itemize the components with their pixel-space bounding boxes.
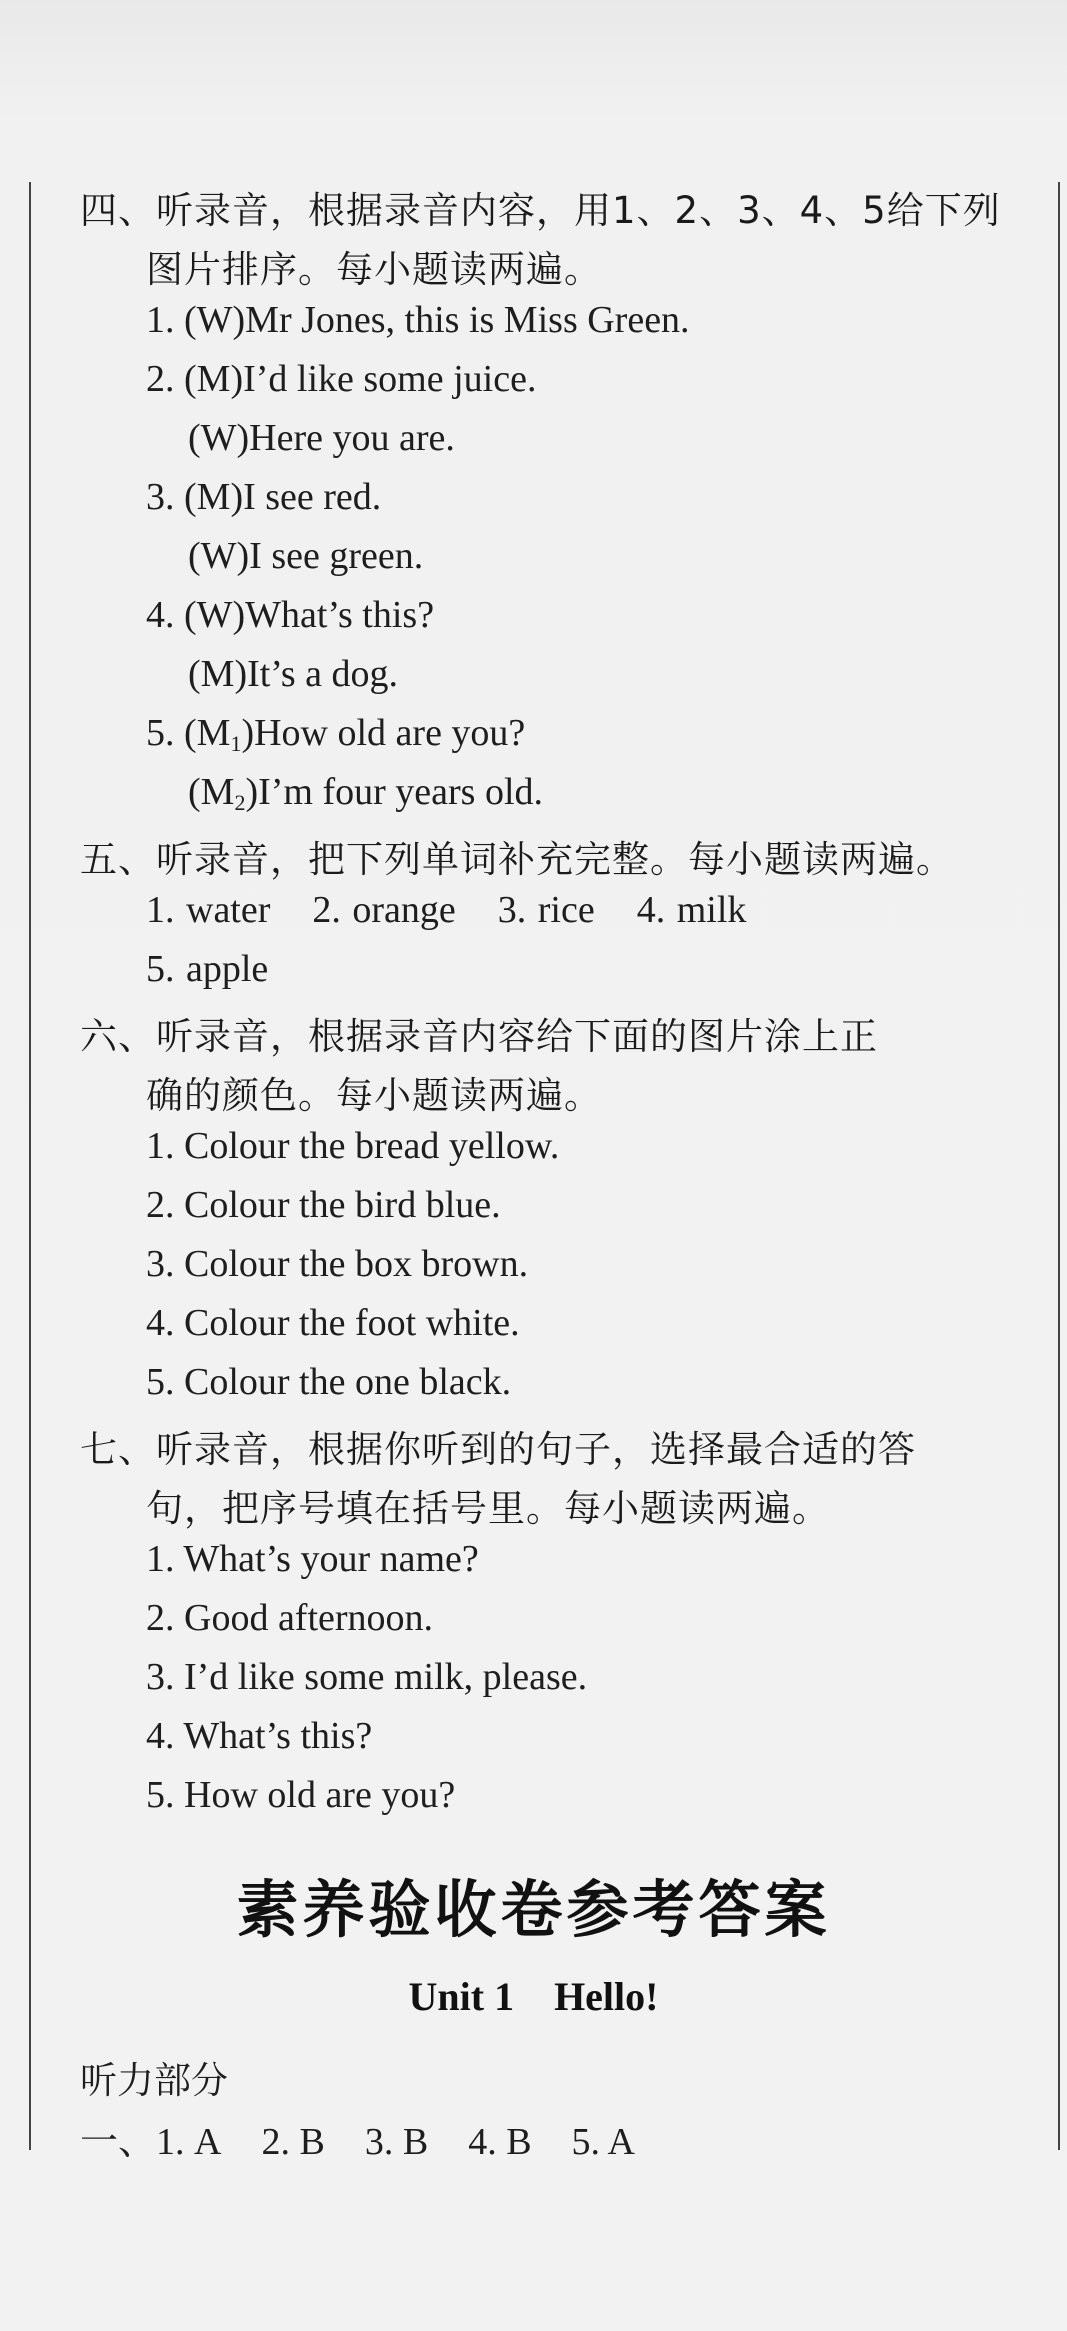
section-6-line-3: 3. Colour the box brown.	[146, 1243, 529, 1285]
section-7-line-1: 1. What’s your name?	[146, 1538, 479, 1580]
section-6-line-1: 1. Colour the bread yellow.	[146, 1125, 560, 1167]
section-4-line-1: 1. (W)Mr Jones, this is Miss Green.	[146, 299, 690, 341]
section-7-line-2: 2. Good afternoon.	[146, 1597, 434, 1639]
section-6-heading-cont: 确的颜色。每小题读两遍。	[146, 1074, 602, 1117]
speaker-m1-text: )How old are you?	[241, 712, 526, 754]
answer-5: 5. A	[571, 2121, 635, 2163]
section-5-heading: 五、听录音，把下列单词补充完整。每小题读两遍。	[80, 838, 954, 881]
left-margin-rule	[29, 182, 31, 2150]
section-7-line-5: 5. How old are you?	[146, 1774, 456, 1816]
answers-prefix: 一、	[80, 2121, 157, 2163]
speaker-m2-subscript: 2	[234, 790, 246, 815]
unit-title: Unit 1 Hello!	[408, 1974, 659, 2019]
word-1: 1. water	[146, 889, 271, 931]
section-4-heading-cont: 图片排序。每小题读两遍。	[146, 248, 602, 291]
listening-section-label: 听力部分	[80, 2059, 228, 2102]
answer-2: 2. B	[261, 2121, 325, 2163]
section-7-line-4: 4. What’s this?	[146, 1715, 373, 1757]
answer-1: 1. A	[156, 2121, 222, 2163]
section-6-line-2: 2. Colour the bird blue.	[146, 1184, 501, 1226]
section-4-line-6: 4. (W)What’s this?	[146, 594, 435, 636]
section-4-line-5: (W)I see green.	[188, 535, 424, 577]
section-4-heading: 四、听录音，根据录音内容，用1、2、3、4、5给下列	[80, 189, 1001, 232]
speaker-m1-prefix: 5. (M	[146, 712, 231, 754]
answer-3: 3. B	[364, 2121, 429, 2163]
section-7-line-3: 3. I’d like some milk, please.	[146, 1656, 588, 1698]
section-4-line-9	[188, 770, 543, 816]
speaker-m2-prefix: (M	[188, 771, 235, 813]
word-5: 5. apple	[146, 948, 269, 990]
section-6-line-4: 4. Colour the foot white.	[146, 1302, 520, 1344]
section-4-line-4: 3. (M)I see red.	[146, 476, 382, 518]
section-7-heading-cont: 句，把序号填在括号里。每小题读两遍。	[146, 1487, 830, 1530]
section-4-line-8	[146, 711, 525, 757]
speaker-m2-text: )I’m four years old.	[245, 771, 544, 813]
word-4: 4. milk	[636, 889, 747, 931]
section-4-line-7: (M)It’s a dog.	[188, 653, 399, 695]
answer-4: 4. B	[468, 2121, 532, 2163]
section-6-line-5: 5. Colour the one black.	[146, 1361, 512, 1403]
section-5-words-row	[146, 888, 746, 932]
word-3: 3. rice	[497, 889, 595, 931]
section-7-heading: 七、听录音，根据你听到的句子，选择最合适的答	[80, 1428, 916, 1471]
answer-key-title: 素养验收卷参考答案	[236, 1873, 831, 1946]
section-6-heading: 六、听录音，根据录音内容给下面的图片涂上正	[80, 1015, 878, 1058]
answers-row	[80, 2110, 635, 2165]
speaker-m1-subscript: 1	[230, 731, 242, 756]
section-4-line-2: 2. (M)I’d like some juice.	[146, 358, 537, 400]
section-4-line-3: (W)Here you are.	[188, 417, 455, 459]
word-2: 2. orange	[312, 889, 456, 931]
right-margin-rule	[1058, 182, 1060, 2150]
